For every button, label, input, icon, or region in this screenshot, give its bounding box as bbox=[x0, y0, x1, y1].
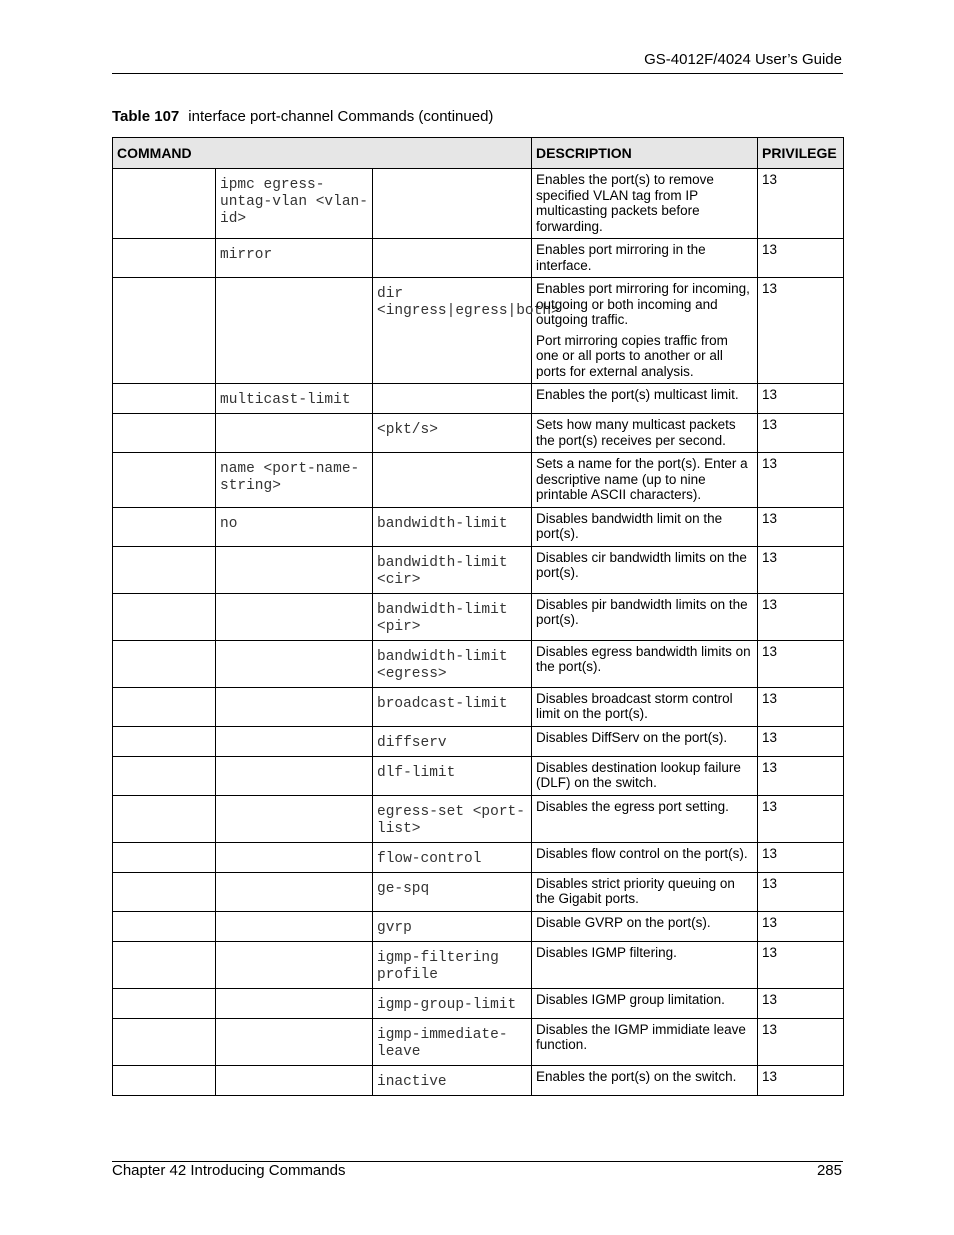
description-text: Disables flow control on the port(s). bbox=[536, 845, 748, 861]
command-cell bbox=[216, 872, 373, 911]
command-text bbox=[117, 644, 211, 649]
command-cell bbox=[113, 842, 216, 872]
command-text bbox=[220, 417, 368, 422]
privilege-cell: 13 bbox=[758, 546, 844, 593]
privilege-cell: 13 bbox=[758, 988, 844, 1018]
table-row bbox=[113, 640, 844, 687]
command-cell bbox=[216, 384, 373, 414]
privilege-cell: 13 bbox=[758, 640, 844, 687]
command-text bbox=[117, 992, 211, 997]
command-text bbox=[377, 387, 527, 392]
command-text bbox=[117, 691, 211, 696]
description-text: Disables egress bandwidth limits on the port(s). bbox=[536, 643, 751, 674]
privilege-cell: 13 bbox=[758, 384, 844, 414]
description-cell bbox=[532, 239, 758, 278]
command-cell bbox=[113, 507, 216, 546]
description-cell bbox=[532, 941, 758, 988]
table-row bbox=[113, 872, 844, 911]
command-cell bbox=[373, 593, 532, 640]
table-row bbox=[113, 941, 844, 988]
command-cell bbox=[113, 726, 216, 756]
command-cell bbox=[113, 546, 216, 593]
command-text bbox=[117, 760, 211, 765]
command-cell bbox=[216, 169, 373, 239]
command-text: igmp-group-limit bbox=[377, 996, 517, 1013]
table-row bbox=[113, 795, 844, 842]
description-text: Disables strict priority queuing on the Gigabit ports. bbox=[536, 875, 735, 906]
command-cell bbox=[216, 414, 373, 453]
command-text bbox=[117, 242, 211, 247]
command-text bbox=[377, 456, 527, 461]
command-text: dir <ingress|egress|both> bbox=[377, 286, 560, 319]
command-text bbox=[220, 691, 368, 696]
description-text: Enables port mirroring for incoming, outgoing or both incoming and outgoing traffic. bbox=[536, 281, 750, 327]
description-cell bbox=[532, 911, 758, 941]
command-cell bbox=[216, 640, 373, 687]
command-cell bbox=[113, 795, 216, 842]
command-text: igmp-filtering profile bbox=[377, 949, 499, 983]
command-text bbox=[117, 915, 211, 920]
description-cell bbox=[532, 1018, 758, 1065]
command-text bbox=[117, 1022, 211, 1027]
table-row bbox=[113, 278, 844, 384]
command-cell bbox=[216, 911, 373, 941]
table-row bbox=[113, 453, 844, 508]
privilege-cell: 13 bbox=[758, 414, 844, 453]
description-cell bbox=[532, 872, 758, 911]
command-cell bbox=[113, 687, 216, 726]
description-text: Enables the port(s) on the switch. bbox=[536, 1068, 737, 1084]
description-text: Disables pir bandwidth limits on the port(s). bbox=[536, 596, 748, 627]
description-text: Port mirroring copies traffic from one or all ports to another or all ports for external analysis. bbox=[536, 332, 728, 379]
command-cell bbox=[216, 941, 373, 988]
description-cell bbox=[532, 414, 758, 453]
command-cell bbox=[113, 169, 216, 239]
command-cell bbox=[216, 278, 373, 384]
command-text bbox=[117, 172, 211, 177]
command-cell bbox=[373, 239, 532, 278]
command-text: inactive bbox=[377, 1073, 447, 1090]
privilege-cell: 13 bbox=[758, 842, 844, 872]
command-text: bandwidth-limit bbox=[377, 515, 508, 532]
description-cell bbox=[532, 726, 758, 756]
header-command: COMMAND bbox=[113, 138, 532, 169]
command-cell bbox=[373, 911, 532, 941]
table-row bbox=[113, 1065, 844, 1095]
table-row bbox=[113, 842, 844, 872]
privilege-cell: 13 bbox=[758, 453, 844, 508]
description-cell bbox=[532, 795, 758, 842]
command-text: flow-control bbox=[377, 850, 482, 867]
command-text bbox=[220, 1022, 368, 1027]
command-cell bbox=[373, 1065, 532, 1095]
command-cell bbox=[373, 546, 532, 593]
privilege-cell: 13 bbox=[758, 1065, 844, 1095]
command-cell bbox=[373, 726, 532, 756]
privilege-cell: 13 bbox=[758, 278, 844, 384]
command-text bbox=[117, 511, 211, 516]
command-text bbox=[117, 550, 211, 555]
table-row bbox=[113, 507, 844, 546]
command-text: <pkt/s> bbox=[377, 422, 438, 438]
command-cell bbox=[216, 795, 373, 842]
command-cell bbox=[113, 1065, 216, 1095]
command-text bbox=[220, 915, 368, 920]
command-cell bbox=[216, 239, 373, 278]
command-cell bbox=[373, 169, 532, 239]
description-text: Disables the IGMP immidiate leave function. bbox=[536, 1021, 746, 1052]
description-cell bbox=[532, 453, 758, 508]
command-cell bbox=[373, 414, 532, 453]
command-text bbox=[220, 1069, 368, 1074]
table-row bbox=[113, 756, 844, 795]
privilege-cell: 13 bbox=[758, 169, 844, 239]
privilege-cell: 13 bbox=[758, 507, 844, 546]
table-caption-label: Table 107 bbox=[112, 108, 180, 125]
command-text bbox=[220, 760, 368, 765]
command-cell bbox=[113, 756, 216, 795]
description-text: Disables IGMP group limitation. bbox=[536, 991, 725, 1007]
command-text bbox=[117, 1069, 211, 1074]
description-text: Sets how many multicast packets the port(s) receives per second. bbox=[536, 417, 736, 448]
privilege-cell: 13 bbox=[758, 941, 844, 988]
command-text bbox=[220, 799, 368, 804]
command-cell bbox=[216, 1065, 373, 1095]
command-cell bbox=[113, 640, 216, 687]
privilege-cell: 13 bbox=[758, 911, 844, 941]
command-cell bbox=[113, 239, 216, 278]
command-text bbox=[377, 172, 527, 177]
description-cell bbox=[532, 546, 758, 593]
description-text: Disables destination lookup failure (DLF) on the switch. bbox=[536, 759, 741, 790]
table-row bbox=[113, 911, 844, 941]
command-cell bbox=[373, 795, 532, 842]
running-header: GS-4012F/4024 User’s Guide bbox=[644, 51, 842, 68]
commands-table bbox=[112, 137, 844, 1096]
description-cell bbox=[532, 988, 758, 1018]
command-text bbox=[117, 417, 211, 422]
command-text: no bbox=[220, 515, 238, 532]
command-cell bbox=[216, 453, 373, 508]
command-cell bbox=[373, 687, 532, 726]
description-text: Disables DiffServ on the port(s). bbox=[536, 729, 728, 745]
command-text bbox=[117, 846, 211, 851]
command-cell bbox=[216, 687, 373, 726]
command-cell bbox=[113, 872, 216, 911]
table-caption bbox=[112, 108, 493, 125]
command-text: igmp-immediate-leave bbox=[377, 1026, 508, 1060]
command-cell bbox=[216, 507, 373, 546]
command-cell bbox=[216, 842, 373, 872]
command-text bbox=[220, 597, 368, 602]
command-text: multicast-limit bbox=[220, 392, 351, 408]
command-text: egress-set <port-list> bbox=[377, 803, 525, 837]
description-cell bbox=[532, 507, 758, 546]
command-text bbox=[220, 992, 368, 997]
header-privilege: PRIVILEGE bbox=[758, 138, 844, 169]
command-cell bbox=[373, 384, 532, 414]
command-text: bandwidth-limit <egress> bbox=[377, 648, 508, 682]
command-cell bbox=[113, 414, 216, 453]
description-text: Disables broadcast storm control limit on the port(s). bbox=[536, 690, 733, 721]
table-row bbox=[113, 726, 844, 756]
command-cell bbox=[373, 640, 532, 687]
command-text bbox=[220, 550, 368, 555]
privilege-cell: 13 bbox=[758, 756, 844, 795]
header-rule bbox=[112, 73, 843, 74]
command-text bbox=[377, 242, 527, 247]
command-cell bbox=[373, 507, 532, 546]
table-row bbox=[113, 414, 844, 453]
command-text bbox=[220, 730, 368, 735]
command-cell bbox=[373, 453, 532, 508]
description-text: Disable GVRP on the port(s). bbox=[536, 914, 711, 930]
privilege-cell: 13 bbox=[758, 1018, 844, 1065]
command-cell bbox=[216, 1018, 373, 1065]
description-cell bbox=[532, 169, 758, 239]
command-text: diffserv bbox=[377, 734, 447, 751]
command-text: ipmc egress-untag-vlan <vlan-id> bbox=[220, 177, 368, 227]
command-text: name <port-name-string> bbox=[220, 461, 360, 494]
privilege-cell: 13 bbox=[758, 872, 844, 911]
description-text: Sets a name for the port(s). Enter a descriptive name (up to nine printable ASCII characters). bbox=[536, 456, 748, 502]
command-text bbox=[117, 281, 211, 286]
command-cell bbox=[113, 278, 216, 384]
privilege-cell: 13 bbox=[758, 239, 844, 278]
command-text bbox=[117, 799, 211, 804]
command-cell bbox=[216, 593, 373, 640]
description-cell bbox=[532, 687, 758, 726]
command-cell bbox=[373, 278, 560, 384]
description-text: Disables cir bandwidth limits on the port(s). bbox=[536, 549, 747, 580]
command-text bbox=[117, 456, 211, 461]
header-description: DESCRIPTION bbox=[532, 138, 758, 169]
command-cell bbox=[216, 546, 373, 593]
command-cell bbox=[113, 453, 216, 508]
description-text: Enables the port(s) to remove specified VLAN tag from IP multicasting packets before forwarding. bbox=[536, 172, 714, 234]
command-text bbox=[117, 387, 211, 392]
command-text bbox=[117, 876, 211, 881]
description-cell bbox=[532, 593, 758, 640]
command-text bbox=[220, 876, 368, 881]
description-cell bbox=[532, 640, 758, 687]
command-cell bbox=[113, 384, 216, 414]
command-text bbox=[220, 846, 368, 851]
description-cell bbox=[532, 842, 758, 872]
table-row bbox=[113, 546, 844, 593]
description-cell bbox=[532, 384, 758, 414]
description-text: Enables the port(s) multicast limit. bbox=[536, 387, 739, 402]
command-text: mirror bbox=[220, 247, 273, 263]
footer-chapter: Chapter 42 Introducing Commands bbox=[112, 1162, 346, 1179]
command-text: bandwidth-limit <pir> bbox=[377, 601, 508, 635]
description-cell bbox=[532, 278, 758, 384]
table-row bbox=[113, 988, 844, 1018]
command-cell bbox=[373, 756, 532, 795]
table-row bbox=[113, 239, 844, 278]
table-row bbox=[113, 687, 844, 726]
privilege-cell: 13 bbox=[758, 593, 844, 640]
footer-page-number: 285 bbox=[816, 1162, 842, 1179]
table-caption-title: interface port-channel Commands (continued) bbox=[188, 108, 494, 125]
description-cell bbox=[532, 756, 758, 795]
table-header-row bbox=[113, 138, 844, 169]
command-text: dlf-limit bbox=[377, 764, 456, 781]
command-text bbox=[220, 945, 368, 950]
command-cell bbox=[373, 842, 532, 872]
command-text: gvrp bbox=[377, 919, 412, 936]
command-cell bbox=[113, 988, 216, 1018]
command-text: bandwidth-limit <cir> bbox=[377, 554, 508, 588]
table-row bbox=[113, 593, 844, 640]
command-text bbox=[220, 281, 368, 286]
command-cell bbox=[216, 988, 373, 1018]
command-text bbox=[220, 644, 368, 649]
privilege-cell: 13 bbox=[758, 795, 844, 842]
command-text: broadcast-limit bbox=[377, 695, 508, 712]
command-cell bbox=[373, 872, 532, 911]
command-text bbox=[117, 945, 211, 950]
command-cell bbox=[113, 593, 216, 640]
description-text: Enables port mirroring in the interface. bbox=[536, 242, 706, 273]
privilege-cell: 13 bbox=[758, 687, 844, 726]
command-cell bbox=[113, 941, 216, 988]
description-text: Disables IGMP filtering. bbox=[536, 944, 677, 960]
table-row bbox=[113, 169, 844, 239]
command-cell bbox=[373, 941, 532, 988]
command-cell bbox=[373, 988, 532, 1018]
command-cell bbox=[113, 911, 216, 941]
command-cell bbox=[216, 726, 373, 756]
description-text: Disables the egress port setting. bbox=[536, 798, 729, 814]
command-cell bbox=[373, 1018, 532, 1065]
privilege-cell: 13 bbox=[758, 726, 844, 756]
description-cell bbox=[532, 1065, 758, 1095]
table-row bbox=[113, 1018, 844, 1065]
command-text: ge-spq bbox=[377, 880, 430, 897]
command-cell bbox=[216, 756, 373, 795]
command-text bbox=[117, 730, 211, 735]
description-text: Disables bandwidth limit on the port(s). bbox=[536, 510, 723, 541]
table-row bbox=[113, 384, 844, 414]
command-text bbox=[117, 597, 211, 602]
command-cell bbox=[113, 1018, 216, 1065]
